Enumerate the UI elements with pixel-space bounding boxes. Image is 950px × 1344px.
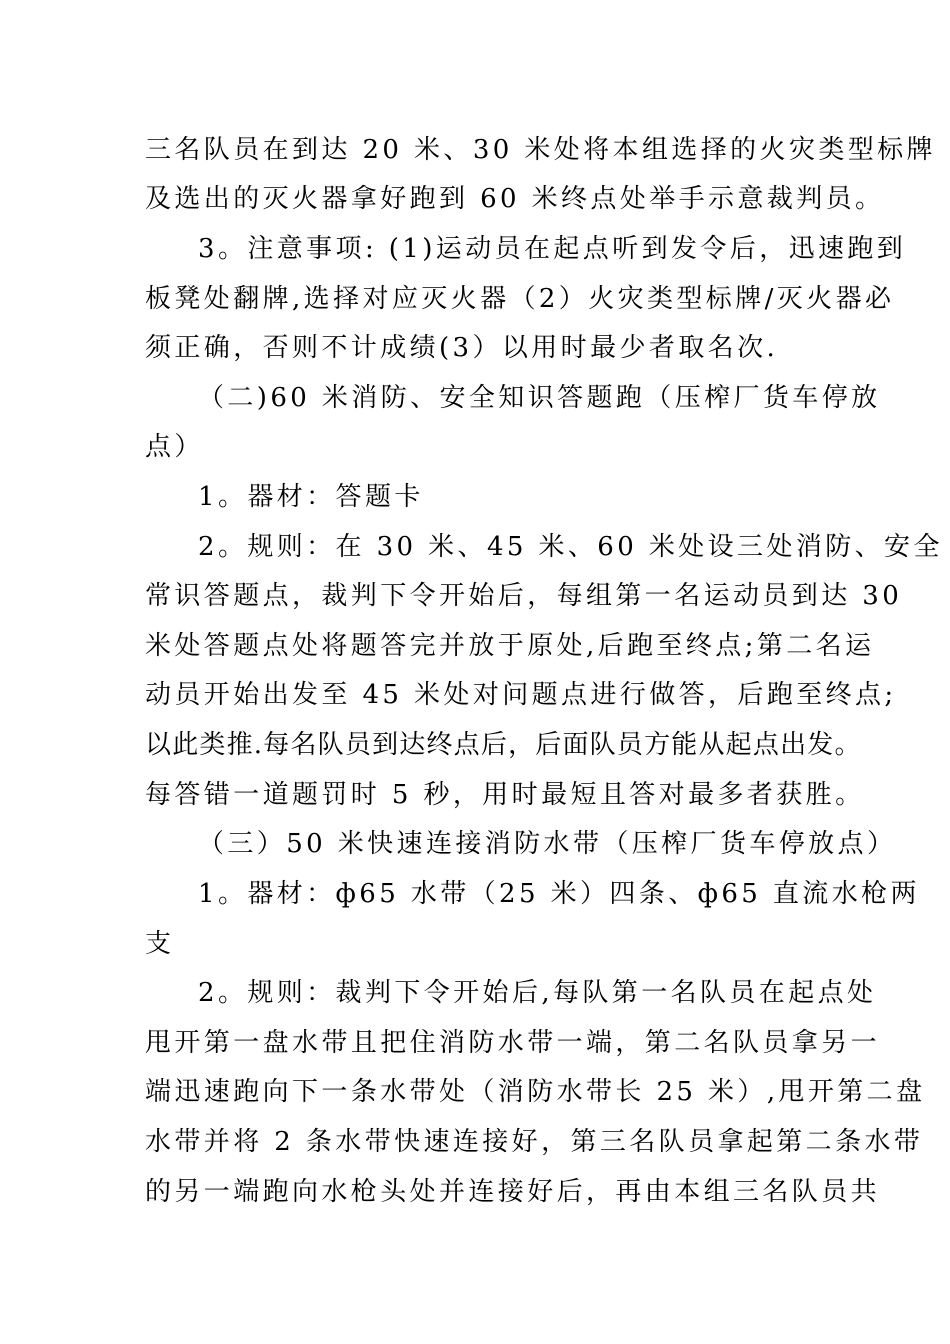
paragraph-line-10: 常识答题点，裁判下令开始后，每组第一名运动员到达 30 (145, 581, 903, 611)
paragraph-line-3: 3。注意事项: (1)运动员在起点听到发令后，迅速跑到 (198, 234, 907, 264)
paragraph-line-1: 三名队员在到达 20 米、30 米处将本组选择的火灾类型标牌 (145, 135, 936, 165)
section-heading-3: （三）50 米快速连接消防水带（压榨厂货车停放点） (198, 829, 897, 859)
paragraph-line-13: 以此类推.每名队员到达终点后，后面队员方能从起点出发。 (145, 730, 862, 760)
section-heading-2-cont: 点） (145, 432, 204, 462)
paragraph-line-12: 动员开始出发至 45 米处对问题点进行做答，后跑至终点; (145, 680, 897, 710)
section-heading-2: （二)60 米消防、安全知识答题跑（压榨厂货车停放 (198, 383, 881, 413)
paragraph-line-2: 及选出的灭火器拿好跑到 60 米终点处举手示意裁判员。 (145, 184, 885, 214)
paragraph-line-14: 每答错一道题罚时 5 秒，用时最短且答对最多者获胜。 (145, 780, 865, 810)
paragraph-line-9: 2。规则：在 30 米、45 米、60 米处设三处消防、安全 (198, 532, 943, 562)
paragraph-line-11: 米处答题点处将题答完并放于原处,后跑至终点;第二名运 (145, 631, 875, 661)
paragraph-line-17: 支 (145, 929, 175, 959)
paragraph-line-22: 的另一端跑向水枪头处并连接好后，再由本组三名队员共 (145, 1177, 881, 1207)
paragraph-line-8: 1。器材：答题卡 (198, 482, 424, 512)
paragraph-line-21: 水带并将 2 条水带快速连接好，第三名队员拿起第二条水带 (145, 1127, 924, 1157)
paragraph-line-16: 1。器材：ф65 水带（25 米）四条、ф65 直流水枪两 (198, 879, 920, 909)
paragraph-line-19: 甩开第一盘水带且把住消防水带一端，第二名队员拿另一 (145, 1028, 881, 1058)
paragraph-line-20: 端迅速跑向下一条水带处（消防水带长 25 米）,甩开第二盘 (145, 1077, 926, 1107)
paragraph-line-4: 板凳处翻牌,选择对应灭火器（2）火灾类型标牌/灭火器必 (145, 284, 895, 314)
paragraph-line-5: 须正确，否则不计成绩(3）以用时最少者取名次. (145, 333, 779, 363)
paragraph-line-18: 2。规则：裁判下令开始后,每队第一名队员在起点处 (198, 978, 877, 1008)
